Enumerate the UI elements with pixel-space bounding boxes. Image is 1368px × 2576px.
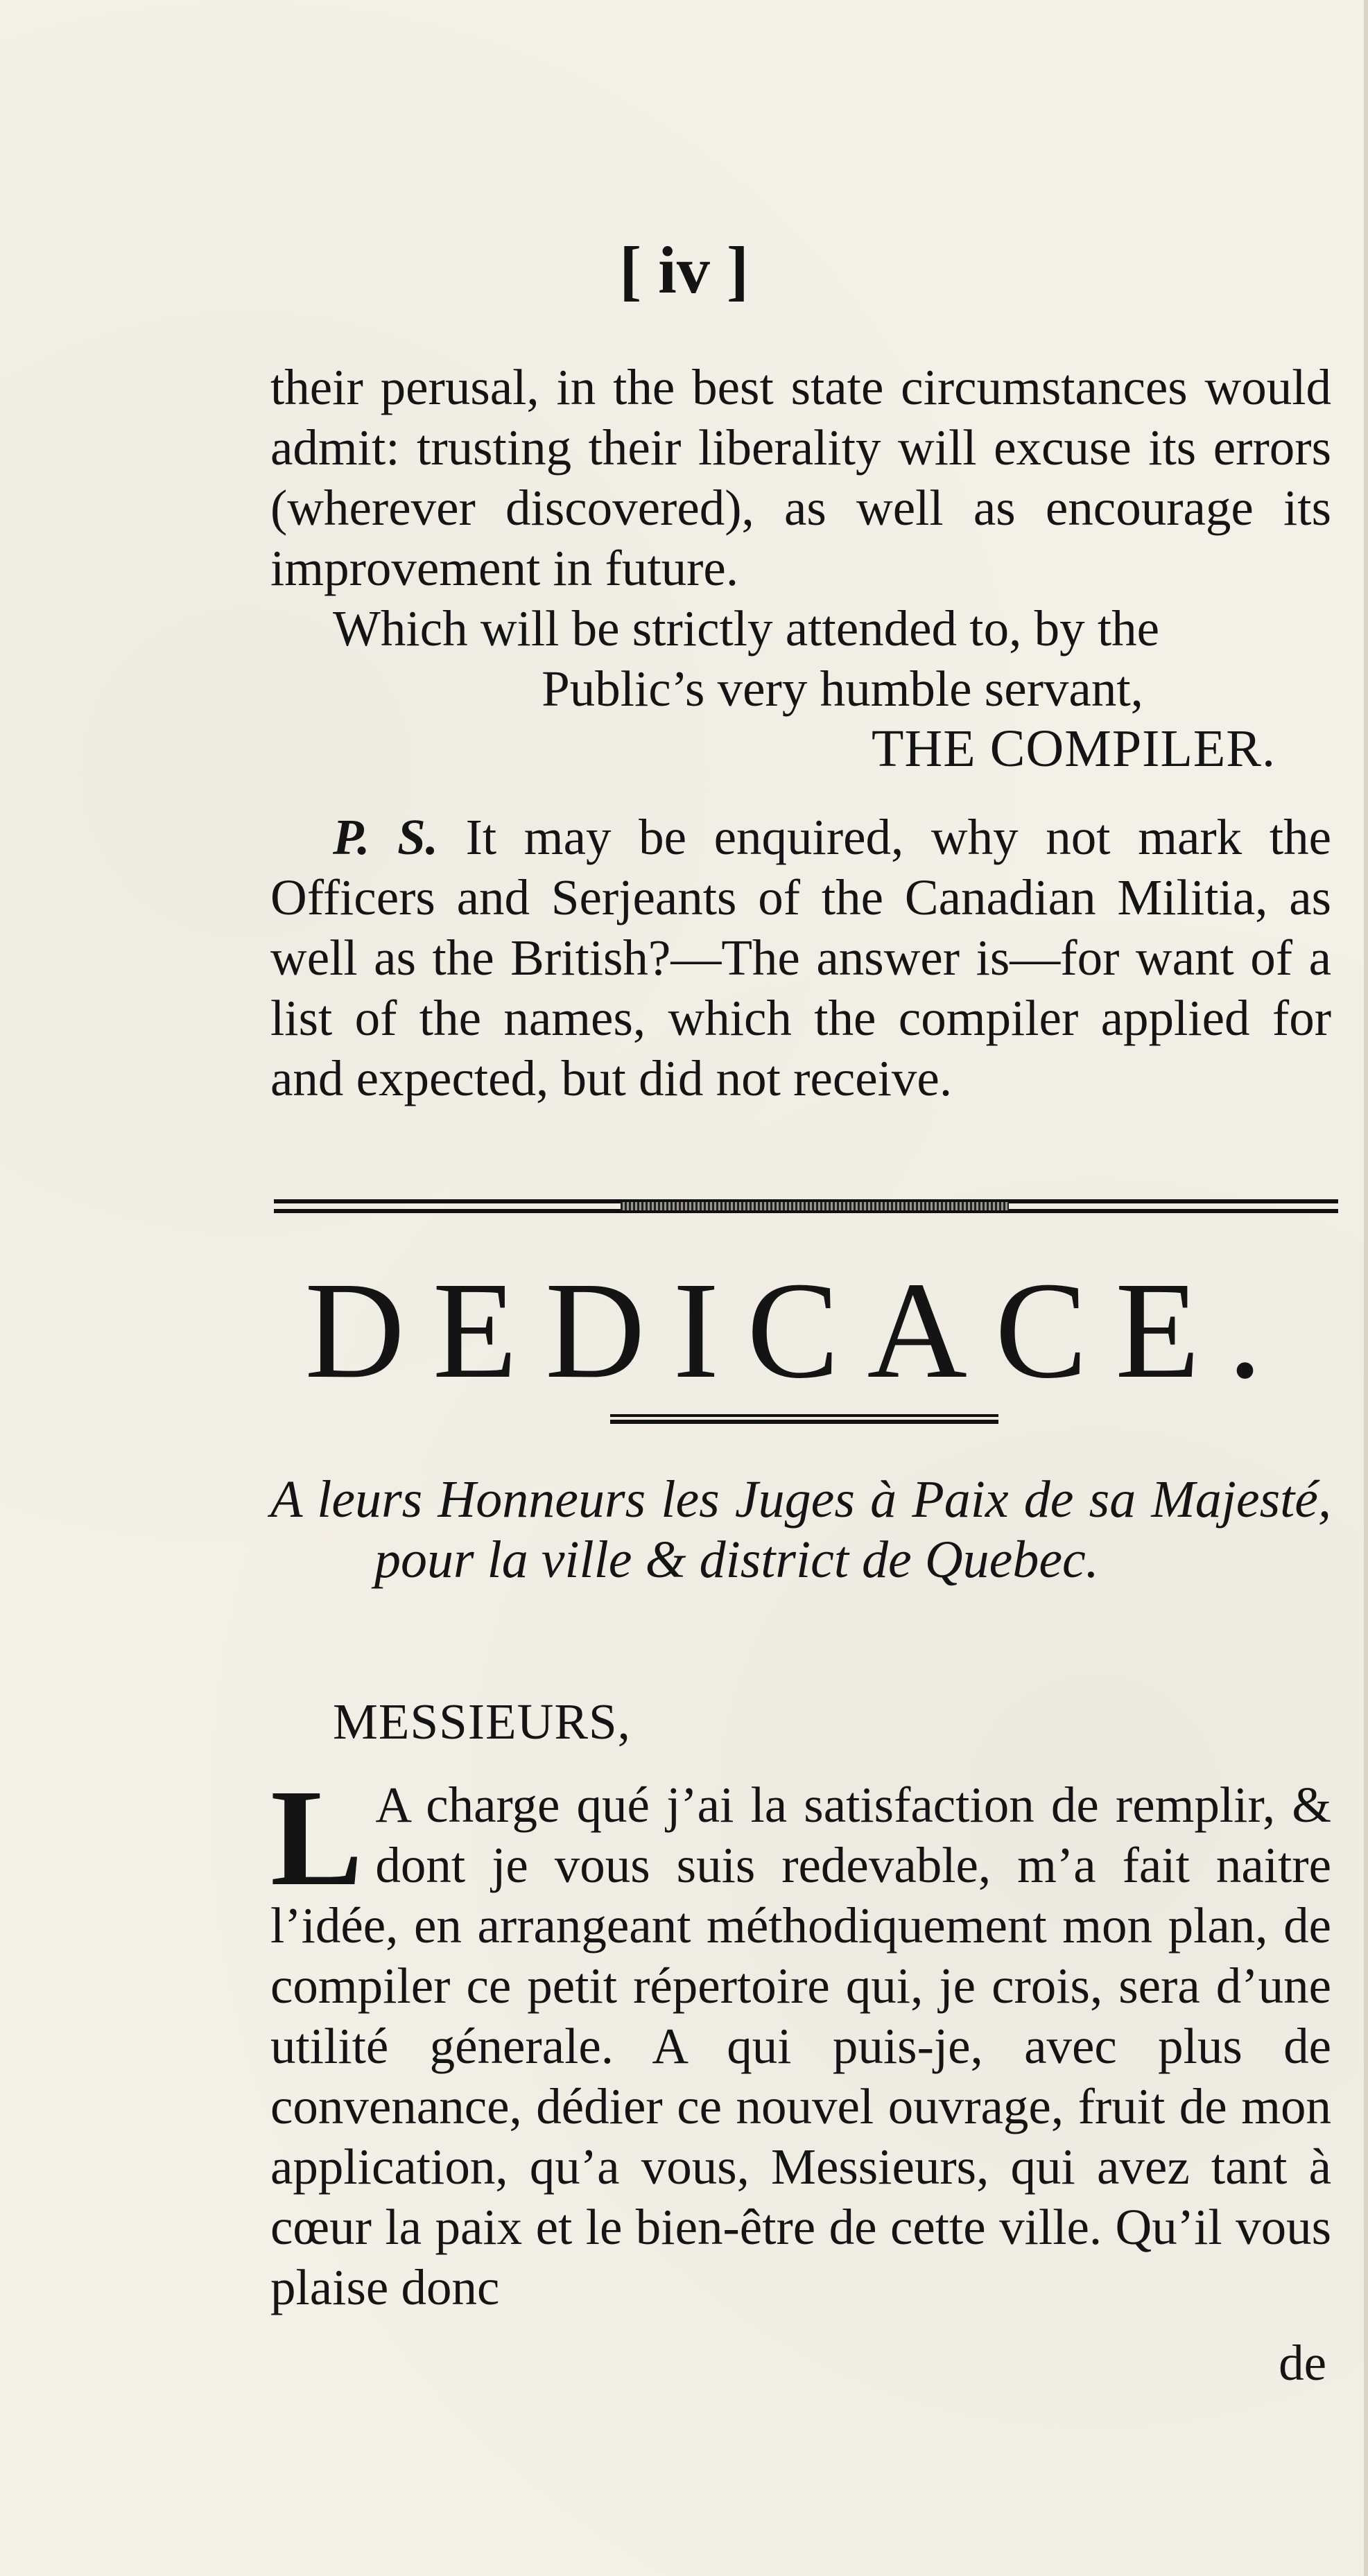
dedication-address [270, 1470, 1331, 1590]
postscript [270, 807, 1331, 1108]
salutation: MESSIEURS, [333, 1694, 631, 1750]
postscript-label: P. S. [333, 809, 438, 865]
drop-cap: L [270, 1761, 363, 1915]
dedication-heading: DEDICACE. [304, 1254, 1290, 1407]
preface-paragraph: their perusal, in the best state circumstances would admit: trusting their liberality will excuse its errors (wherever discovered), as well as encourage its improvement in future. [270, 359, 1331, 596]
page-number: [ iv ] [619, 233, 749, 307]
postscript-text: It may be enquired, why not mark the Officers and Serjeants of the Canadian Militia, as well as the British?—The answer is—for want of a list of the names, which the compiler applied for and expected, but did not receive. [270, 809, 1332, 1106]
preface-ending [270, 357, 1331, 1108]
closing-line-2: Public’s very humble servant, [542, 661, 1143, 717]
ornamental-rule [274, 1199, 1338, 1213]
compiler-signature: THE COMPILER. [872, 720, 1276, 778]
catchword: de [1279, 2335, 1326, 2391]
dedication-body-text: A charge qué j’ai la satisfaction de remplir, & dont je vous suis redevable, m’a fait naitre l’idée, en arrangeant méthodiquement mon plan, de compiler ce petit répertoire qui, je crois, sera d’une utilité génerale. A qui puis-je, avec plus de convenance, dédier ce nouvel ouvrage, fruit de mon application, qu’a vous, Messieurs, qui avez tant à cœur la paix et le bien-être de cette ville. Qu’il vous plaise donc [270, 1777, 1331, 2315]
short-rule [610, 1414, 998, 1424]
dedication-address-text: A leurs Honneurs les Juges à Paix de sa Majesté, pour la ville & district de Quebec. [270, 1470, 1331, 1589]
dedication-body [270, 1761, 1331, 2317]
closing-line-1: Which will be strictly attended to, by the [333, 600, 1160, 656]
